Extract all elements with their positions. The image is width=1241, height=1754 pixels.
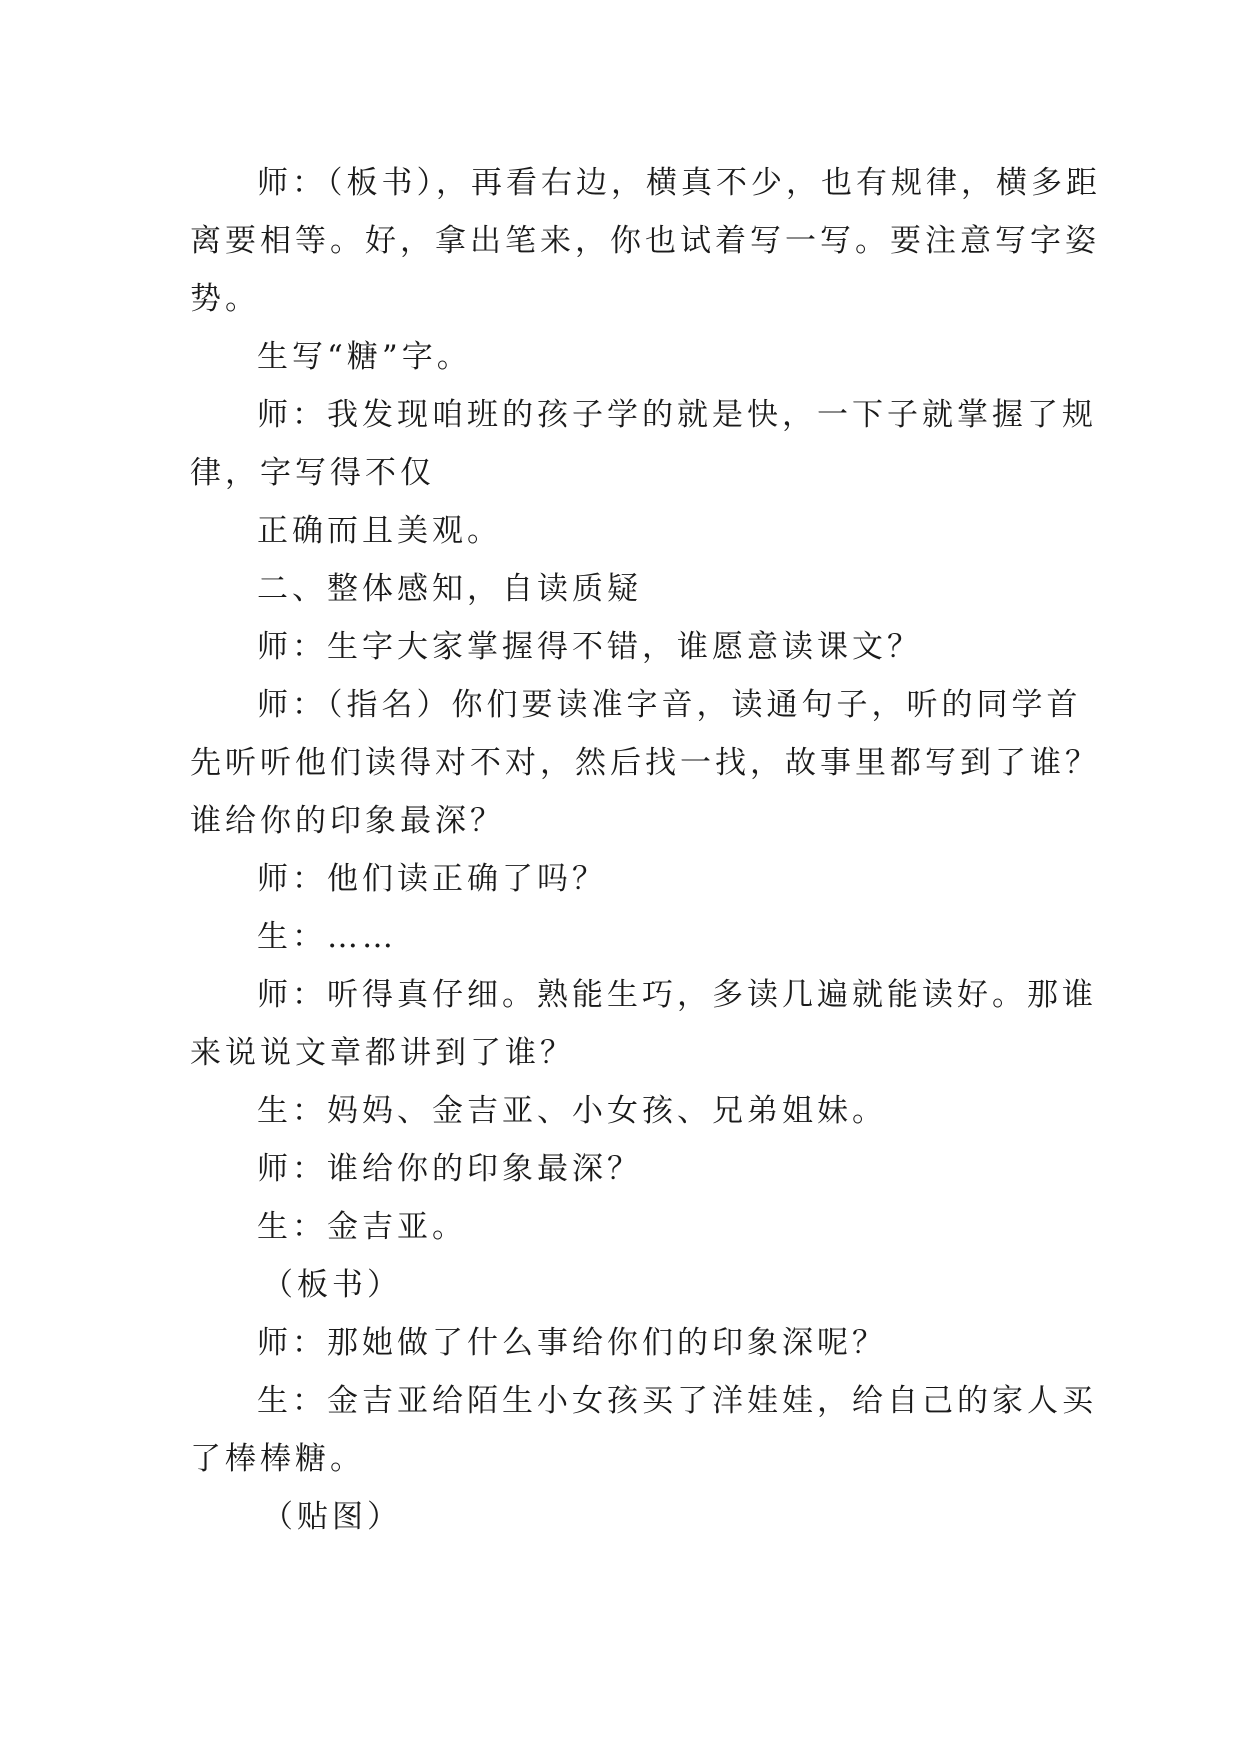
section-heading: 二、整体感知，自读质疑 [257,571,642,607]
text-line: 来说说文章都讲到了谁？ [190,1035,575,1071]
text-line: 生：…… [257,919,397,955]
text-line: 师：那她做了什么事给你们的印象深呢？ [257,1325,887,1361]
text-line: 师：听得真仔细。熟能生巧，多读几遍就能读好。那谁 [257,977,1097,1013]
text-line: 师：（指名）你们要读准字音，读通句子，听的同学首 [257,687,1082,723]
text-line: 生写“糖”字。 [257,339,472,375]
text-line: 离要相等。好，拿出笔来，你也试着写一写。要注意写字姿 [190,223,1100,259]
text-line: 师：（板书），再看右边，横真不少，也有规律，横多距 [257,165,1101,201]
text-line: 生：金吉亚给陌生小女孩买了洋娃娃，给自己的家人买 [257,1383,1097,1419]
text-line: 正确而且美观。 [257,513,502,549]
text-line: 师：他们读正确了吗？ [257,861,607,897]
text-line: 生：金吉亚。 [257,1209,467,1245]
text-line: 律，字写得不仅 [190,455,435,491]
text-line: 了棒棒糖。 [190,1441,365,1477]
text-line: 师：我发现咱班的孩子学的就是快，一下子就掌握了规 [257,397,1097,433]
text-line: 势。 [190,281,260,317]
text-line: （贴图） [262,1499,402,1535]
text-line: 先听听他们读得对不对，然后找一找，故事里都写到了谁？ [190,745,1100,781]
text-line: 师：谁给你的印象最深？ [257,1151,642,1187]
text-line: 生：妈妈、金吉亚、小女孩、兄弟姐妹。 [257,1093,887,1129]
text-line: 谁给你的印象最深？ [190,803,505,839]
text-line: （板书） [262,1267,402,1303]
text-line: 师：生字大家掌握得不错，谁愿意读课文？ [257,629,922,665]
